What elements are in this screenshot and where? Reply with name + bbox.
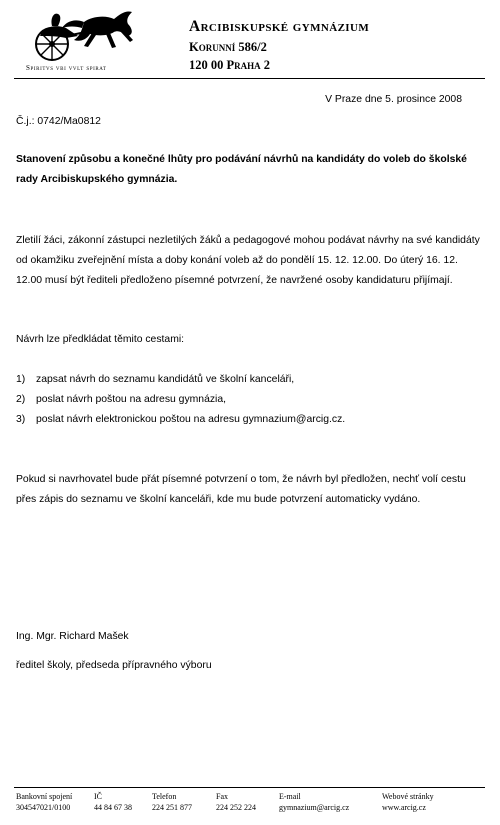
list-item-text: zapsat návrh do seznamu kandidátů ve školní kanceláři, [36,374,295,385]
footer-phone-label: Telefon [152,792,177,801]
list-item-number: 2) [16,394,26,405]
footer-email-value[interactable]: gymnazium@arcig.cz [279,803,350,812]
footer-email [279,791,349,813]
footer-divider [14,787,485,788]
list-item [16,410,476,430]
footer-fax-label: Fax [216,792,228,801]
letter-subject: Stanovení způsobu a konečné lhůty pro podávání návrhů na kandidáty do voleb do školské rady Arcibiskupského gymnázia. [16,154,467,185]
footer-ic-value: 44 84 67 38 [94,803,132,812]
footer-phone [152,791,192,813]
footer-bank-value: 304547021/0100 [16,803,71,812]
school-name: Arcibiskupské gymnázium [189,18,370,35]
paragraph-submission-period: Zletilí žáci, zákonní zástupci nezletilých žáků a pedagogové mohou podávat návrhy na své kandidáty od okamžiku zveřejnění místa a doby konání voleb až do pondělí 15. 12. 12.00. Do úterý 16. 12. 12.00 musí být řediteli předloženo písemné potvrzení, že navržené osoby kandidaturu přijímají. [16,235,480,286]
letter-date: V Praze dne 5. prosince 2008 [325,94,462,105]
school-city: 120 00 Praha 2 [189,58,271,72]
footer-web-value[interactable]: www.arcig.cz [382,803,426,812]
footer-ic [94,791,132,813]
footer-web [382,791,434,813]
footer-bank-label: Bankovní spojení [16,792,73,801]
list-item [16,390,476,410]
school-motto: Spiritvs vbi vvlt spirat [26,64,107,72]
footer-ic-label: IČ [94,792,102,801]
paragraph-submission-methods: Návrh lze předkládat těmito cestami: [16,334,185,345]
list-item-number: 1) [16,374,26,385]
header-divider [14,78,485,79]
paragraph-confirmation: Pokud si navrhovatel bude přát písemné potvrzení o tom, že návrh byl předložen, nechť volí cestu přes zápis do seznamu ve školní kanceláři, kde mu bude potvrzení automaticky vydáno. [16,474,466,505]
school-address: Korunní 586/2 [189,40,267,54]
reference-number: Č.j.: 0742/Ma0812 [16,116,101,127]
footer-phone-value: 224 251 877 [152,803,192,812]
footer-email-label: E-mail [279,792,301,801]
footer-web-label: Webové stránky [382,792,434,801]
list-item-text: poslat návrh poštou na adresu gymnázia, [36,394,227,405]
school-logo-chariot [22,6,152,68]
submission-methods-list [16,370,476,430]
footer-bank [16,791,72,813]
signature-name: Ing. Mgr. Richard Mašek [16,631,129,642]
signature-role: ředitel školy, předseda přípravného výboru [16,660,212,671]
list-item-text: poslat návrh elektronickou poštou na adresu gymnazium@arcig.cz. [36,414,346,425]
list-item-number: 3) [16,414,26,425]
footer-fax-value: 224 252 224 [216,803,256,812]
list-item [16,370,476,390]
footer-fax [216,791,256,813]
